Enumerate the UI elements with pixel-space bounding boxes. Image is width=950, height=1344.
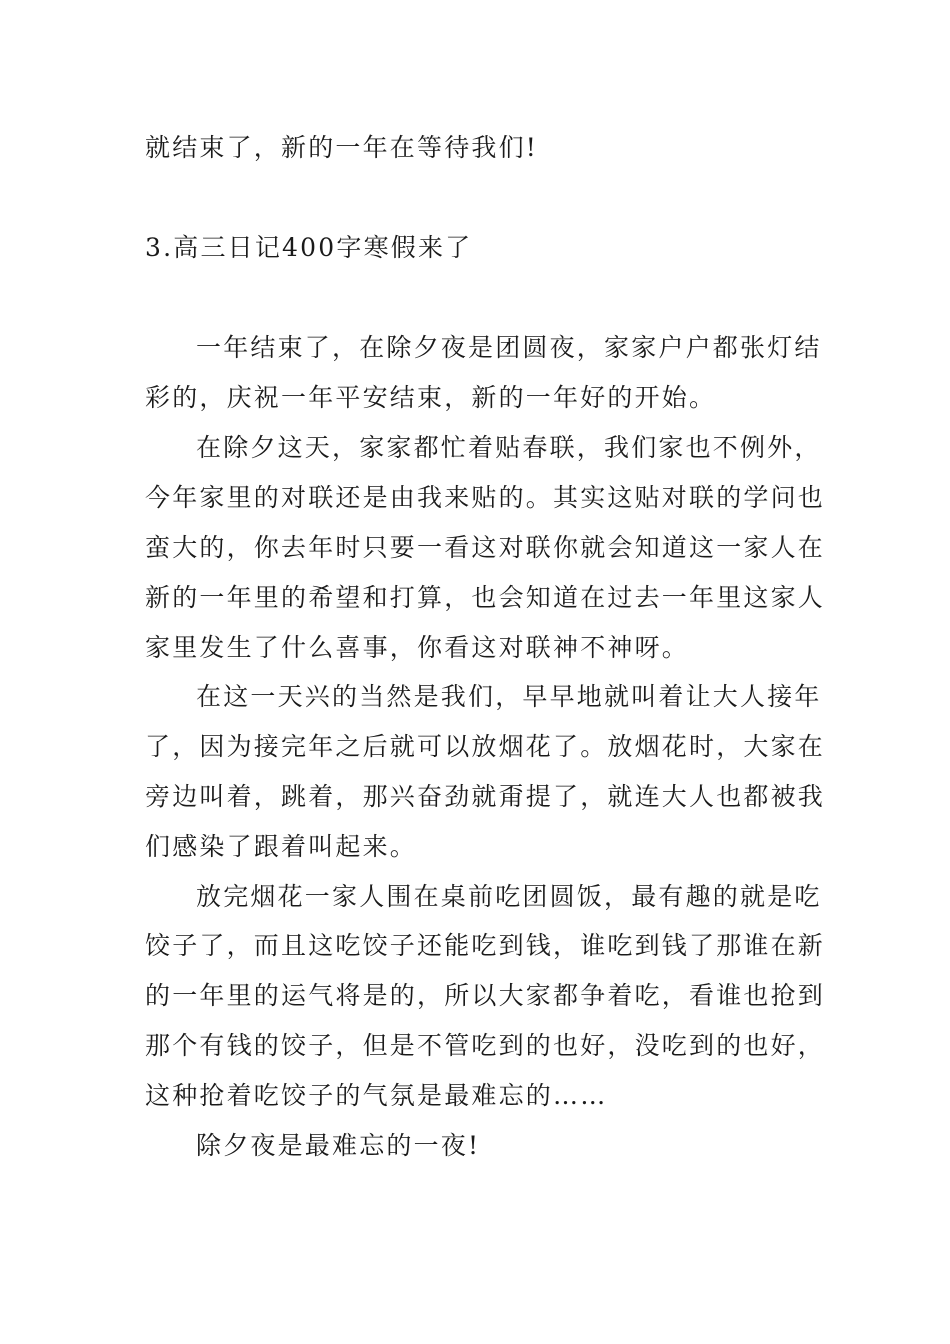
- section-heading: 3.高三日记400字寒假来了: [145, 233, 473, 262]
- body-line: 的一年里的运气将是的，所以大家都争着吃，看谁也抢到: [145, 981, 826, 1010]
- body-line: 那个有钱的饺子，但是不管吃到的也好，没吃到的也好，: [145, 1031, 826, 1060]
- body-line: 在除夕这天，家家都忙着贴春联，我们家也不例外，: [196, 433, 822, 462]
- body-line: 家里发生了什么喜事，你看这对联神不神呀。: [145, 633, 690, 662]
- body-line: 了，因为接完年之后就可以放烟花了。放烟花时，大家在: [145, 732, 826, 761]
- body-line: 今年家里的对联还是由我来贴的。其实这贴对联的学问也: [145, 483, 826, 512]
- body-line: 彩的，庆祝一年平安结束，新的一年好的开始。: [145, 383, 717, 412]
- body-line: 旁边叫着，跳着，那兴奋劲就甭提了，就连大人也都被我: [145, 782, 826, 811]
- body-line: 一年结束了，在除夕夜是团圆夜，家家户户都张灯结: [196, 333, 822, 362]
- body-line: 饺子了，而且这吃饺子还能吃到钱，谁吃到钱了那谁在新: [145, 931, 826, 960]
- body-line: 新的一年里的希望和打算，也会知道在过去一年里这家人: [145, 583, 826, 612]
- body-line: 蛮大的，你去年时只要一看这对联你就会知道这一家人在: [145, 533, 826, 562]
- continuation-line: 就结束了，新的一年在等待我们!: [145, 133, 539, 162]
- body-line: 在这一天兴的当然是我们，早早地就叫着让大人接年: [196, 682, 822, 711]
- body-line: 们感染了跟着叫起来。: [145, 832, 418, 861]
- body-line: 放完烟花一家人围在桌前吃团圆饭，最有趣的就是吃: [196, 882, 822, 911]
- body-line: 这种抢着吃饺子的气氛是最难忘的……: [145, 1081, 608, 1110]
- body-line: 除夕夜是最难忘的一夜!: [196, 1131, 481, 1160]
